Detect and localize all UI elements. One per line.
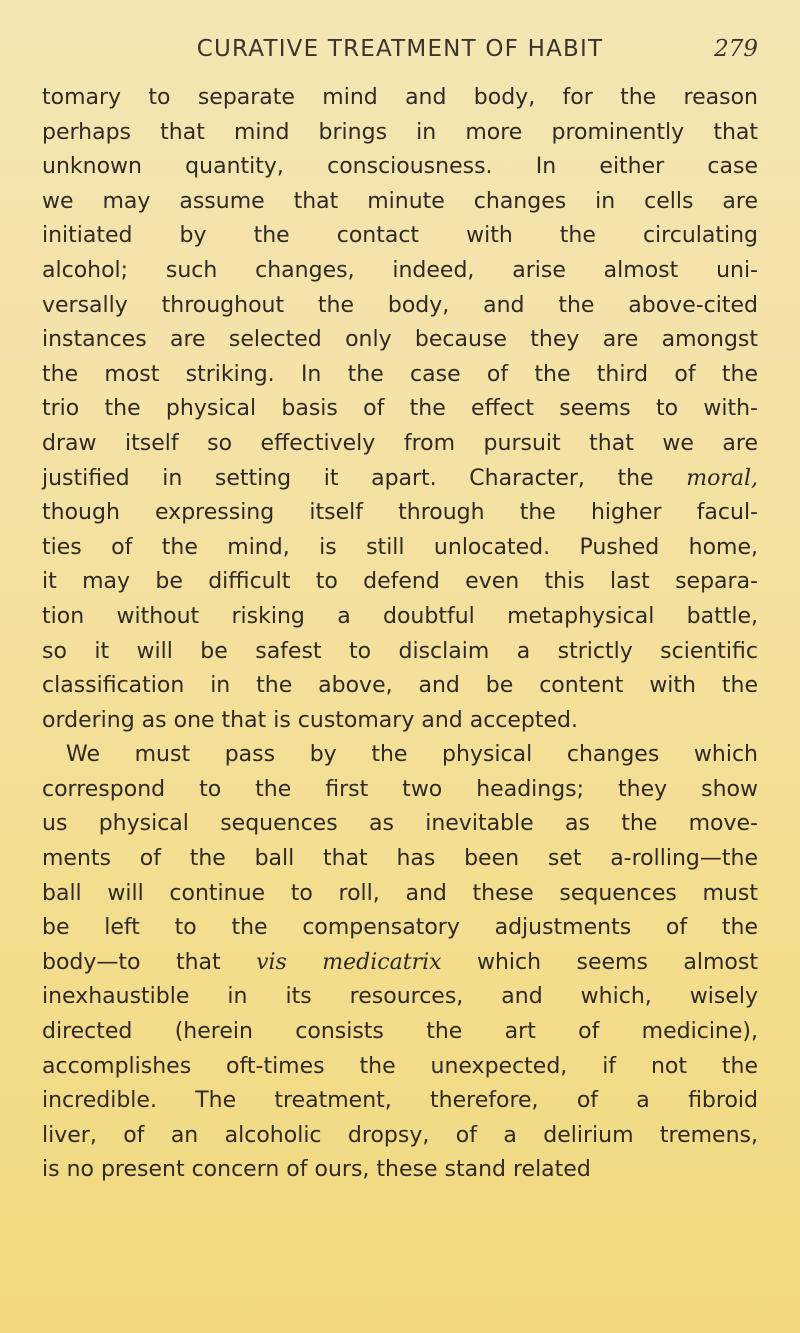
text-line: ordering as one that is customary and accepted.	[42, 707, 579, 733]
text-line: us physical sequences as inevitable as the move-	[42, 811, 758, 837]
text-line: is no present concern of ours, these stand related	[42, 1157, 591, 1183]
text-line: We must pass by the physical changes which	[66, 742, 758, 768]
text-line: it may be difficult to defend even this last separa-	[42, 569, 758, 595]
text-line: tion without risking a doubtful metaphysical battle,	[42, 603, 758, 629]
text-line: correspond to the first two headings; they show	[42, 776, 758, 802]
text-line: alcohol; such changes, indeed, arise almost uni-	[42, 257, 758, 283]
text-line: directed (herein consists the art of medicine),	[42, 1019, 758, 1045]
text-line-segment: body—to that	[42, 949, 221, 975]
text-line: we may assume that minute changes in cells are	[42, 188, 758, 214]
text-line: classification in the above, and be content with the	[42, 673, 758, 699]
text-line: be left to the compensatory adjustments of the	[42, 915, 758, 941]
text-line	[42, 462, 758, 497]
text-line-segment: which seems almost	[476, 949, 758, 975]
italic-word-moral: moral,	[686, 465, 758, 491]
text-line	[42, 946, 758, 981]
text-line: perhaps that mind brings in more prominently that	[42, 119, 758, 145]
text-line: so it will be safest to disclaim a strictly scientific	[42, 638, 758, 664]
running-title: CURATIVE TREATMENT OF HABIT	[196, 36, 604, 62]
text-line: though expressing itself through the higher facul-	[42, 500, 758, 526]
text-line-segment: justified in setting it apart. Character, the	[42, 465, 654, 491]
body-text	[42, 81, 758, 1188]
text-line: trio the physical basis of the effect seems to with-	[42, 396, 758, 422]
text-line: versally throughout the body, and the above-cited	[42, 292, 758, 318]
running-head	[42, 30, 758, 74]
text-line: instances are selected only because they are amongst	[42, 327, 758, 353]
text-line: inexhaustible in its resources, and which, wisely	[42, 984, 758, 1010]
italic-phrase-vis-medicatrix: vis medicatrix	[256, 949, 442, 975]
page-number: 279	[714, 36, 758, 62]
text-line: liver, of an alcoholic dropsy, of a delirium tremens,	[42, 1122, 758, 1148]
text-line: draw itself so effectively from pursuit that we are	[42, 430, 758, 456]
text-line: unknown quantity, consciousness. In either case	[42, 154, 758, 180]
text-line: ties of the mind, is still unlocated. Pushed home,	[42, 534, 758, 560]
text-line: initiated by the contact with the circulating	[42, 223, 758, 249]
text-line: accomplishes oft-times the unexpected, if not the	[42, 1053, 758, 1079]
text-line: incredible. The treatment, therefore, of a fibroid	[42, 1088, 758, 1114]
text-line: the most striking. In the case of the third of the	[42, 361, 758, 387]
text-line: ments of the ball that has been set a-rolling—the	[42, 846, 758, 872]
book-page	[42, 30, 758, 1310]
text-line: ball will continue to roll, and these sequences must	[42, 880, 758, 906]
text-line: tomary to separate mind and body, for the reason	[42, 85, 758, 110]
